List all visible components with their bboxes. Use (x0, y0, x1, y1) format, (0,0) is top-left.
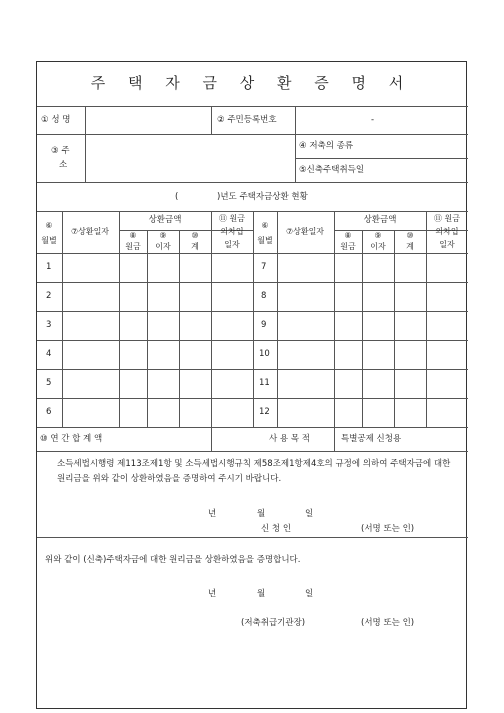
month-row-label: 11 (259, 378, 270, 388)
rule (62, 211, 63, 427)
rule (37, 451, 468, 452)
month-row-label: 8 (261, 291, 267, 301)
month-row-label: 12 (259, 407, 270, 417)
month-header: 월별 (257, 236, 273, 245)
name-label: ① 성 명 (41, 115, 71, 125)
month-header: 월별 (41, 236, 57, 245)
rule (37, 537, 468, 538)
month-row-label: 9 (261, 320, 267, 330)
certification-year: 년 (208, 589, 217, 599)
borrow-date-header: ⑪ 원금 (434, 214, 460, 223)
month-row-label: 7 (261, 262, 267, 272)
borrow-date-header-2: 의차입 (220, 227, 244, 236)
certification-month: 월 (257, 589, 266, 599)
repayment-amount-header: 상환금액 (363, 215, 397, 225)
savings-type-label: ④ 저축의 종류 (299, 141, 354, 151)
interest-header: 이자 (370, 242, 386, 251)
rule (147, 230, 148, 427)
total-header: 계 (406, 242, 414, 251)
address-field[interactable] (86, 135, 294, 181)
month-header-num: ⑥ (261, 221, 269, 230)
statement-text: 소득세법시행령 제113조제1항 및 소득세법시행규칙 제58조제1항제4호의 규정에 의하여 주택자금에 대한 원리금을 위와 같이 상환하였음을 증명하여 주시기 바랍니다. (57, 459, 451, 484)
borrow-date-header-3: 일자 (224, 240, 240, 249)
month-row-label: 10 (259, 349, 270, 359)
rule (394, 230, 395, 427)
form-title: 주 택 자 금 상 환 증 명 서 (90, 74, 413, 92)
borrow-date-header-3: 일자 (439, 240, 455, 249)
address-label-2: 소 (59, 160, 68, 170)
month-row-label: 3 (46, 320, 52, 330)
applicant-label: 신 청 인 (261, 524, 292, 534)
total-header-num: ⑩ (406, 231, 414, 240)
month-row-label: 5 (46, 378, 52, 388)
interest-header-num: ⑨ (374, 231, 382, 240)
repayment-date-header: ⑦상환일자 (70, 227, 110, 236)
institution-label: (저축취급기관장) (241, 618, 306, 628)
rule (426, 211, 427, 427)
address-label: ③ 주 (51, 146, 70, 156)
rule (179, 230, 180, 427)
principal-header: 원금 (340, 242, 356, 251)
rule (362, 230, 363, 427)
certification-text: 위와 같이 (신축)주택자금에 대한 원리금을 상환하였음을 증명합니다. (45, 555, 301, 565)
principal-header-num: ⑧ (129, 231, 137, 240)
rule (211, 106, 212, 134)
institution-sign: (서명 또는 인) (361, 618, 415, 628)
month-row-label: 6 (46, 407, 52, 417)
total-header: 계 (191, 242, 199, 251)
rule (211, 211, 212, 451)
purpose-label: 사 용 목 적 (269, 434, 310, 444)
interest-header-num: ⑨ (159, 231, 167, 240)
year-status-title: )년도 주택자금상환 현황 (217, 192, 308, 202)
rule (334, 211, 335, 451)
month-header-num: ⑥ (45, 221, 53, 230)
rule (37, 182, 468, 183)
rrn-label: ② 주민등록번호 (217, 115, 277, 125)
rule (277, 211, 278, 427)
rrn-dash: - (371, 115, 375, 125)
repayment-date-header: ⑦상환일자 (285, 227, 325, 236)
month-row-label: 4 (46, 349, 52, 359)
statement-year: 년 (208, 509, 217, 519)
new-house-date-label: ⑤신축주택취득일 (299, 165, 365, 175)
form-frame (36, 61, 467, 709)
statement-month: 월 (257, 509, 266, 519)
annual-total-label: ⑩ 연 간 합 계 액 (40, 434, 103, 444)
name-field[interactable] (86, 107, 210, 133)
month-row-label: 1 (46, 262, 52, 272)
certification-day: 일 (305, 589, 314, 599)
purpose-value: 특별공제 신청용 (341, 434, 402, 444)
principal-header: 원금 (125, 242, 141, 251)
rule (253, 211, 254, 427)
statement-day: 일 (305, 509, 314, 519)
rrn-field[interactable] (296, 107, 467, 133)
principal-header-num: ⑧ (344, 231, 352, 240)
applicant-sign: (서명 또는 인) (361, 524, 415, 534)
borrow-date-header: ⑪ 원금 (219, 214, 245, 223)
interest-header: 이자 (155, 242, 171, 251)
rule (295, 158, 468, 159)
repayment-amount-header: 상환금액 (148, 215, 182, 225)
month-row-label: 2 (46, 291, 52, 301)
year-open-paren: ( (175, 192, 179, 202)
total-header-num: ⑩ (191, 231, 199, 240)
borrow-date-header-2: 의차입 (435, 227, 459, 236)
rule (119, 211, 120, 427)
